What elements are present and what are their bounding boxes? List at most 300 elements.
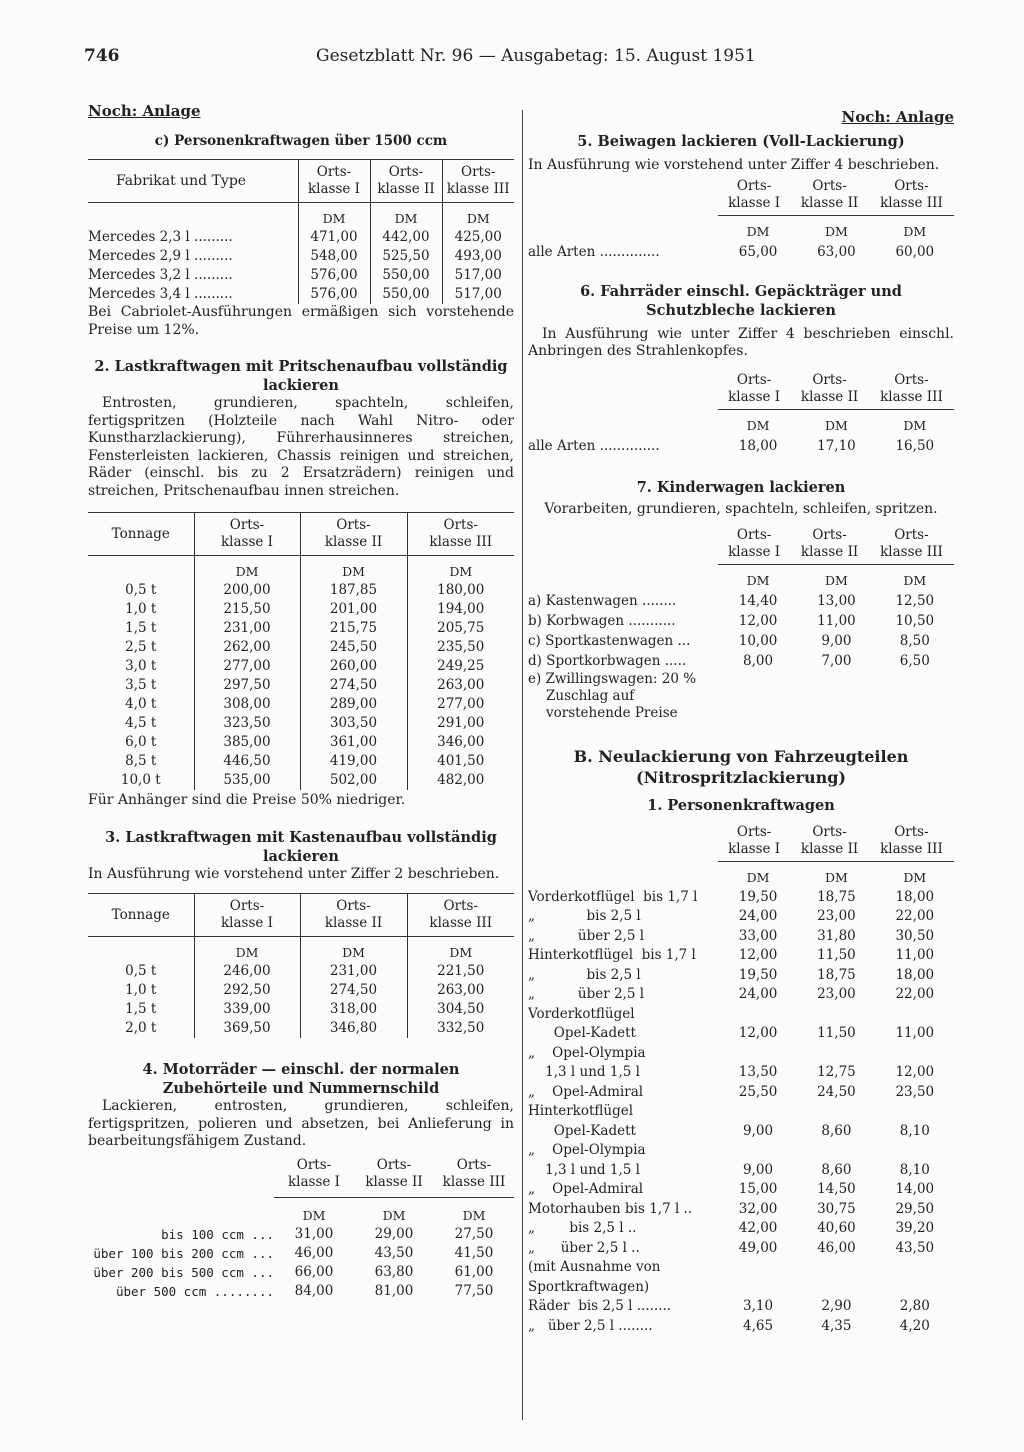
unit-label: DM <box>903 417 927 433</box>
table-row <box>528 1122 954 1142</box>
cell-value: 49,00 <box>738 1239 778 1256</box>
cell-value: 308,00 <box>194 695 300 714</box>
cell-value: 84,00 <box>294 1282 334 1299</box>
table-row <box>528 1219 954 1239</box>
cell-value: 260,00 <box>300 657 407 676</box>
cell-value <box>797 1102 875 1122</box>
table-row <box>528 631 954 651</box>
row-label: „ über 2,5 l <box>528 927 645 944</box>
table-row <box>528 1258 954 1278</box>
cell-value: 3,10 <box>743 1298 774 1314</box>
cell-value: 8,10 <box>899 1122 930 1139</box>
row-label: (mit Ausnahme von <box>528 1259 661 1275</box>
cell-value: 323,50 <box>194 714 300 733</box>
cell-value: 61,00 <box>454 1263 494 1280</box>
cell-value: 8,00 <box>743 653 774 669</box>
cell-value: 274,50 <box>300 676 407 695</box>
unit-label: DM <box>462 1207 486 1223</box>
cell-value: 65,00 <box>738 243 778 260</box>
cell-value: 246,00 <box>194 962 300 981</box>
row-label: 10,0 t <box>120 772 161 788</box>
table-row <box>528 1083 954 1103</box>
col-header: Orts- klasse III <box>407 513 514 556</box>
cell-value: 346,80 <box>300 1019 407 1038</box>
col-header: Orts- klasse III <box>442 160 514 203</box>
col-header: Orts- klasse I <box>718 821 790 862</box>
table-b-body <box>528 868 954 1336</box>
table-7-body <box>528 571 954 722</box>
cell-value: 576,00 <box>298 285 370 304</box>
row-label: Opel-Kadett <box>528 1122 636 1139</box>
unit-label: DM <box>300 556 407 582</box>
table-row <box>528 1297 954 1317</box>
cell-value <box>797 1141 875 1161</box>
table-row <box>88 752 514 771</box>
cell-value: 8,60 <box>821 1122 852 1139</box>
cell-value: 14,00 <box>895 1181 935 1197</box>
cell-value: 33,00 <box>738 927 778 944</box>
cell-value: 40,60 <box>817 1220 856 1236</box>
col-header: Orts- klasse II <box>790 369 869 410</box>
unit-label: DM <box>746 573 770 588</box>
cell-value <box>876 1258 954 1278</box>
cell-value: 25,50 <box>738 1083 778 1100</box>
cell-value: 10,50 <box>895 613 935 629</box>
cell-value: 262,00 <box>194 638 300 657</box>
cell-value: 18,00 <box>895 966 935 983</box>
cell-value: 12,50 <box>895 593 935 609</box>
cell-value: 19,50 <box>738 966 778 983</box>
row-label: 1,0 t <box>125 982 157 998</box>
cell-value: 502,00 <box>300 771 407 790</box>
table-row <box>528 242 954 262</box>
cell-value <box>876 1044 954 1064</box>
unit-label: DM <box>194 937 300 963</box>
unit-label: DM <box>382 1207 406 1223</box>
col-header: Orts- klasse I <box>274 1157 354 1198</box>
table-row <box>88 695 514 714</box>
col-header: Orts- klasse III <box>869 524 954 565</box>
col-header: Orts- klasse III <box>434 1157 514 1198</box>
cell-value: 346,00 <box>407 733 514 752</box>
row-label: „ bis 2,5 l <box>528 908 641 924</box>
row-label: „ bis 2,5 l <box>528 966 641 983</box>
table-b <box>718 821 954 862</box>
section-7-text: Vorarbeiten, grundieren, spachteln, schleifen, spritzen. <box>544 500 938 517</box>
row-label: 1,3 l und 1,5 l <box>528 1064 640 1080</box>
cell-value: 18,75 <box>817 888 856 905</box>
row-label: 4,5 t <box>125 715 157 731</box>
row-label: Sportkraftwagen) <box>528 1278 650 1295</box>
cell-value: 446,50 <box>194 752 300 771</box>
row-label: 3,5 t <box>125 677 157 693</box>
col-header: Tonnage <box>88 513 194 556</box>
cell-value: 46,00 <box>817 1239 856 1256</box>
noch-anlage-left: Noch: Anlage <box>88 102 201 120</box>
cell-value: 576,00 <box>298 266 370 285</box>
section-b1-title: 1. Personenkraftwagen <box>647 797 835 814</box>
unit-label: DM <box>300 937 407 963</box>
table-row <box>528 1180 954 1200</box>
unit-label: DM <box>746 417 770 433</box>
cell-value: 22,00 <box>895 908 935 924</box>
cell-value: 493,00 <box>442 247 514 266</box>
cell-value: 23,00 <box>817 986 856 1002</box>
cell-value: 517,00 <box>442 266 514 285</box>
cell-value: 46,00 <box>294 1244 334 1261</box>
unit-label: DM <box>746 223 770 239</box>
cell-value: 29,00 <box>374 1225 414 1242</box>
table-row <box>528 946 954 966</box>
col-header: Orts- klasse II <box>790 524 869 565</box>
cell-value: 369,50 <box>194 1019 300 1038</box>
row-label: 8,5 t <box>125 753 157 769</box>
cell-value: 401,50 <box>407 752 514 771</box>
cell-value: 12,00 <box>738 1025 778 1041</box>
unit-label: DM <box>407 937 514 963</box>
row-label: „ über 2,5 l .. <box>528 1239 640 1256</box>
section-4-title: 4. Motorräder — einschl. der normalen Zubehörteile und Nummernschild <box>142 1061 460 1097</box>
cell-value: 201,00 <box>300 600 407 619</box>
col-header: Orts- klasse I <box>298 160 370 203</box>
table-row <box>88 1244 514 1263</box>
cell-value: 9,00 <box>743 1122 774 1139</box>
cell-value: 525,50 <box>370 247 442 266</box>
table-row <box>528 1239 954 1259</box>
cell-value: 30,50 <box>895 927 935 944</box>
page-number: 746 <box>84 46 120 66</box>
cell-value: 200,00 <box>194 581 300 600</box>
table-row <box>88 228 514 247</box>
row-label: 0,5 t <box>125 963 157 979</box>
col-header: Orts- klasse II <box>300 513 407 556</box>
section-2-title: 2. Lastkraftwagen mit Pritschenaufbau vollständig lackieren <box>94 358 508 394</box>
table-row <box>88 638 514 657</box>
row-label: 1,5 t <box>125 620 157 636</box>
cell-value: 43,50 <box>374 1244 414 1261</box>
cell-value: 550,00 <box>370 266 442 285</box>
col-header: Orts- klasse II <box>300 894 407 937</box>
cell-value: 442,00 <box>370 228 442 247</box>
cell-value: 385,00 <box>194 733 300 752</box>
cell-value: 215,75 <box>300 619 407 638</box>
cell-value <box>797 1044 875 1064</box>
col-header: Orts- klasse II <box>790 175 869 216</box>
cell-value: 23,00 <box>817 908 856 924</box>
row-label: c) Sportkastenwagen ... <box>528 633 691 649</box>
table-row <box>528 966 954 986</box>
table-row <box>528 927 954 947</box>
section-7-title: 7. Kinderwagen lackieren <box>636 478 846 496</box>
section-3-title: 3. Lastkraftwagen mit Kastenaufbau vollständig lackieren <box>105 828 497 865</box>
section-5-text: In Ausführung wie vorstehend unter Ziffer 4 beschrieben. <box>528 157 940 173</box>
table-c <box>88 159 514 304</box>
row-label: Mercedes 3,2 l ......... <box>88 267 233 283</box>
unit-label: DM <box>194 556 300 582</box>
cell-value <box>719 1141 797 1161</box>
cell-value: 12,00 <box>895 1064 935 1080</box>
table-row <box>88 714 514 733</box>
table-row <box>88 1263 514 1282</box>
cell-value: 13,00 <box>817 593 856 609</box>
section-5-title: 5. Beiwagen lackieren (Voll-Lackierung) <box>577 133 905 150</box>
cell-value: 187,85 <box>300 581 407 600</box>
table-row <box>88 619 514 638</box>
table-7 <box>718 524 954 565</box>
col-header: Orts- klasse II <box>370 160 442 203</box>
table-row <box>88 771 514 790</box>
unit-label: DM <box>825 223 848 239</box>
table-row <box>528 1200 954 1220</box>
table-5-body <box>528 222 954 262</box>
cell-value: 297,50 <box>194 676 300 695</box>
cell-value: 2,90 <box>821 1298 852 1314</box>
col-header: Orts- klasse I <box>194 513 300 556</box>
col-header: Orts- klasse II <box>354 1157 434 1198</box>
cell-value: 550,00 <box>370 285 442 304</box>
table-row <box>528 1024 954 1044</box>
cell-value <box>719 1005 797 1025</box>
row-label: 2,0 t <box>125 1020 157 1036</box>
table-row <box>88 285 514 304</box>
row-label: 3,0 t <box>125 658 157 674</box>
note-text: Für Anhänger sind die Preise 50% niedriger. <box>88 792 406 808</box>
cell-value: 419,00 <box>300 752 407 771</box>
cell-value: 361,00 <box>300 733 407 752</box>
cell-value: 11,00 <box>895 1025 935 1041</box>
cell-value: 180,00 <box>407 581 514 600</box>
row-label: 1,3 l und 1,5 l <box>528 1161 640 1178</box>
table-4 <box>88 1157 514 1301</box>
row-label: d) Sportkorbwagen ..... <box>528 653 687 669</box>
cell-value: 292,50 <box>194 981 300 1000</box>
col-header: Orts- klasse III <box>407 894 514 937</box>
row-label: über 500 ccm ........ <box>115 1283 274 1299</box>
unit-label: DM <box>442 203 514 229</box>
table-row <box>88 600 514 619</box>
cell-value: 263,00 <box>407 676 514 695</box>
cell-value: 12,00 <box>738 947 778 963</box>
cell-value <box>876 1102 954 1122</box>
table-row <box>528 1063 954 1083</box>
table-6-body <box>528 416 954 456</box>
cell-value: 29,50 <box>895 1200 935 1217</box>
cell-value: 277,00 <box>194 657 300 676</box>
cell-value: 18,75 <box>817 966 856 983</box>
cell-value: 221,50 <box>407 962 514 981</box>
cell-value: 548,00 <box>298 247 370 266</box>
cell-value: 274,50 <box>300 981 407 1000</box>
cell-value: 231,00 <box>194 619 300 638</box>
table-row <box>528 1278 954 1298</box>
cell-value: 8,50 <box>899 633 930 649</box>
unit-label: DM <box>302 1207 326 1223</box>
col-header: Orts- klasse III <box>869 175 954 216</box>
table-row <box>88 266 514 285</box>
table-2 <box>88 512 514 790</box>
table-row <box>528 651 954 671</box>
cell-value: 205,75 <box>407 619 514 638</box>
row-label: e) Zwillingswagen: 20 % Zuschlag auf vorstehende Preise <box>528 671 697 721</box>
row-label: „ bis 2,5 l .. <box>528 1220 637 1236</box>
row-label: 0,5 t <box>125 582 157 598</box>
col-header: Tonnage <box>88 894 194 937</box>
row-label: alle Arten .............. <box>528 437 660 454</box>
cell-value: 7,00 <box>821 653 852 669</box>
cell-value: 303,50 <box>300 714 407 733</box>
cell-value: 15,00 <box>738 1181 778 1197</box>
unit-label: DM <box>298 203 370 229</box>
table-row <box>88 1225 514 1244</box>
cell-value: 63,00 <box>817 243 856 260</box>
cell-value: 231,00 <box>300 962 407 981</box>
cell-value: 24,50 <box>817 1083 856 1100</box>
row-label: Mercedes 2,9 l ......... <box>88 248 233 264</box>
cell-value: 291,00 <box>407 714 514 733</box>
cell-value: 16,50 <box>895 437 935 454</box>
cell-value: 277,00 <box>407 695 514 714</box>
col-header: Orts- klasse I <box>718 175 790 216</box>
cell-value: 39,20 <box>895 1220 935 1236</box>
cell-value <box>719 1258 797 1278</box>
table-row <box>88 1282 514 1301</box>
cell-value: 11,00 <box>817 613 856 629</box>
cell-value: 81,00 <box>374 1282 414 1299</box>
cell-value: 517,00 <box>442 285 514 304</box>
cell-value: 24,00 <box>738 908 778 924</box>
cell-value: 194,00 <box>407 600 514 619</box>
row-label: Mercedes 3,4 l ......... <box>88 286 233 302</box>
table-3 <box>88 893 514 1038</box>
cell-value: 43,50 <box>895 1239 935 1256</box>
table-row <box>528 907 954 927</box>
table-row <box>88 733 514 752</box>
cell-value: 263,00 <box>407 981 514 1000</box>
table-row <box>528 671 954 722</box>
cell-value: 2,80 <box>899 1298 930 1314</box>
table-row <box>88 962 514 981</box>
unit-label: DM <box>825 870 848 885</box>
cell-value: 42,00 <box>738 1220 778 1236</box>
note-text: Bei Cabriolet-Ausführungen ermäßigen sich vorstehende Preise um 12%. <box>88 304 514 338</box>
row-label: bis 100 ccm ... <box>161 1226 274 1242</box>
cell-value: 27,50 <box>454 1225 494 1242</box>
table-row <box>88 981 514 1000</box>
table-row <box>88 1000 514 1019</box>
table-row <box>88 1019 514 1038</box>
cell-value: 4,35 <box>821 1317 852 1334</box>
unit-label: DM <box>407 556 514 582</box>
cell-value: 31,80 <box>817 927 856 944</box>
cell-value: 11,50 <box>817 947 856 963</box>
cell-value <box>876 1278 954 1298</box>
col-header: Orts- klasse III <box>869 821 954 862</box>
table-row <box>528 611 954 631</box>
row-label: über 200 bis 500 ccm ... <box>93 1264 274 1280</box>
cell-value: 304,50 <box>407 1000 514 1019</box>
table-5 <box>718 175 954 216</box>
row-label: a) Kastenwagen ........ <box>528 593 677 609</box>
section-6-title: 6. Fahrräder einschl. Gepäckträger und Schutzbleche lackieren <box>580 282 902 319</box>
row-label: Vorderkotflügel bis 1,7 l <box>528 888 698 905</box>
cell-value: 63,80 <box>374 1263 414 1280</box>
cell-value: 22,00 <box>895 986 935 1002</box>
cell-value <box>719 1102 797 1122</box>
cell-value: 17,10 <box>817 437 856 454</box>
row-label: über 100 bis 200 ccm ... <box>93 1245 274 1261</box>
cell-value: 12,00 <box>738 613 778 629</box>
table-row <box>88 657 514 676</box>
row-label: „ Opel-Admiral <box>528 1083 644 1100</box>
cell-value: 215,50 <box>194 600 300 619</box>
col-header: Fabrikat und Type <box>88 160 298 203</box>
row-label: alle Arten .............. <box>528 243 660 260</box>
row-label: „ über 2,5 l ........ <box>528 1317 653 1334</box>
table-row <box>528 1161 954 1181</box>
table-row <box>528 888 954 908</box>
cell-value: 18,00 <box>895 888 935 905</box>
cell-value: 245,50 <box>300 638 407 657</box>
row-label: Hinterkotflügel <box>528 1103 634 1119</box>
right-column <box>528 100 954 1336</box>
cell-value: 12,75 <box>817 1064 856 1080</box>
cell-value: 10,00 <box>738 633 778 649</box>
row-label: „ über 2,5 l <box>528 986 645 1002</box>
cell-value: 18,00 <box>738 437 778 454</box>
cell-value: 23,50 <box>895 1083 935 1100</box>
table-row <box>528 1005 954 1025</box>
cell-value <box>876 1005 954 1025</box>
col-header: Orts- klasse II <box>790 821 869 862</box>
row-label: 4,0 t <box>125 696 157 712</box>
row-label: „ Opel-Olympia <box>528 1142 646 1158</box>
cell-value: 11,00 <box>895 947 935 963</box>
table-row <box>528 1317 954 1337</box>
row-label: 1,0 t <box>125 601 157 617</box>
cell-value <box>797 1278 875 1298</box>
cell-value: 9,00 <box>743 1161 774 1178</box>
row-label: Mercedes 2,3 l ......... <box>88 229 233 245</box>
cell-value: 318,00 <box>300 1000 407 1019</box>
cell-value: 482,00 <box>407 771 514 790</box>
cell-value: 4,65 <box>743 1317 774 1334</box>
cell-value: 19,50 <box>738 888 778 905</box>
cell-value: 289,00 <box>300 695 407 714</box>
unit-label: DM <box>903 223 927 239</box>
cell-value: 13,50 <box>738 1064 778 1080</box>
section-6-text: In Ausführung wie unter Ziffer 4 beschrieben einschl. Anbringen des Strahlenkopfes. <box>528 325 954 359</box>
table-row <box>528 1141 954 1161</box>
row-label: Hinterkotflügel bis 1,7 l <box>528 947 696 963</box>
cell-value: 41,50 <box>454 1244 494 1261</box>
page-title: Gesetzblatt Nr. 96 — Ausgabetag: 15. August 1951 <box>316 46 756 66</box>
table-6 <box>718 369 954 410</box>
cell-value: 32,00 <box>738 1200 778 1217</box>
cell-value: 425,00 <box>442 228 514 247</box>
cell-value: 8,60 <box>821 1161 852 1178</box>
section-3-text: In Ausführung wie vorstehend unter Ziffer 2 beschrieben. <box>88 865 500 882</box>
row-label: 6,0 t <box>125 734 157 750</box>
col-header: Orts- klasse I <box>718 524 790 565</box>
cell-value: 11,50 <box>817 1025 856 1041</box>
table-row <box>528 1102 954 1122</box>
row-label: Räder bis 2,5 l ........ <box>528 1298 672 1314</box>
row-label: 2,5 t <box>125 639 157 655</box>
row-label: 1,5 t <box>125 1001 157 1017</box>
cell-value: 4,20 <box>899 1317 930 1334</box>
cell-value: 60,00 <box>895 243 935 260</box>
row-label: Motorhauben bis 1,7 l .. <box>528 1200 693 1217</box>
